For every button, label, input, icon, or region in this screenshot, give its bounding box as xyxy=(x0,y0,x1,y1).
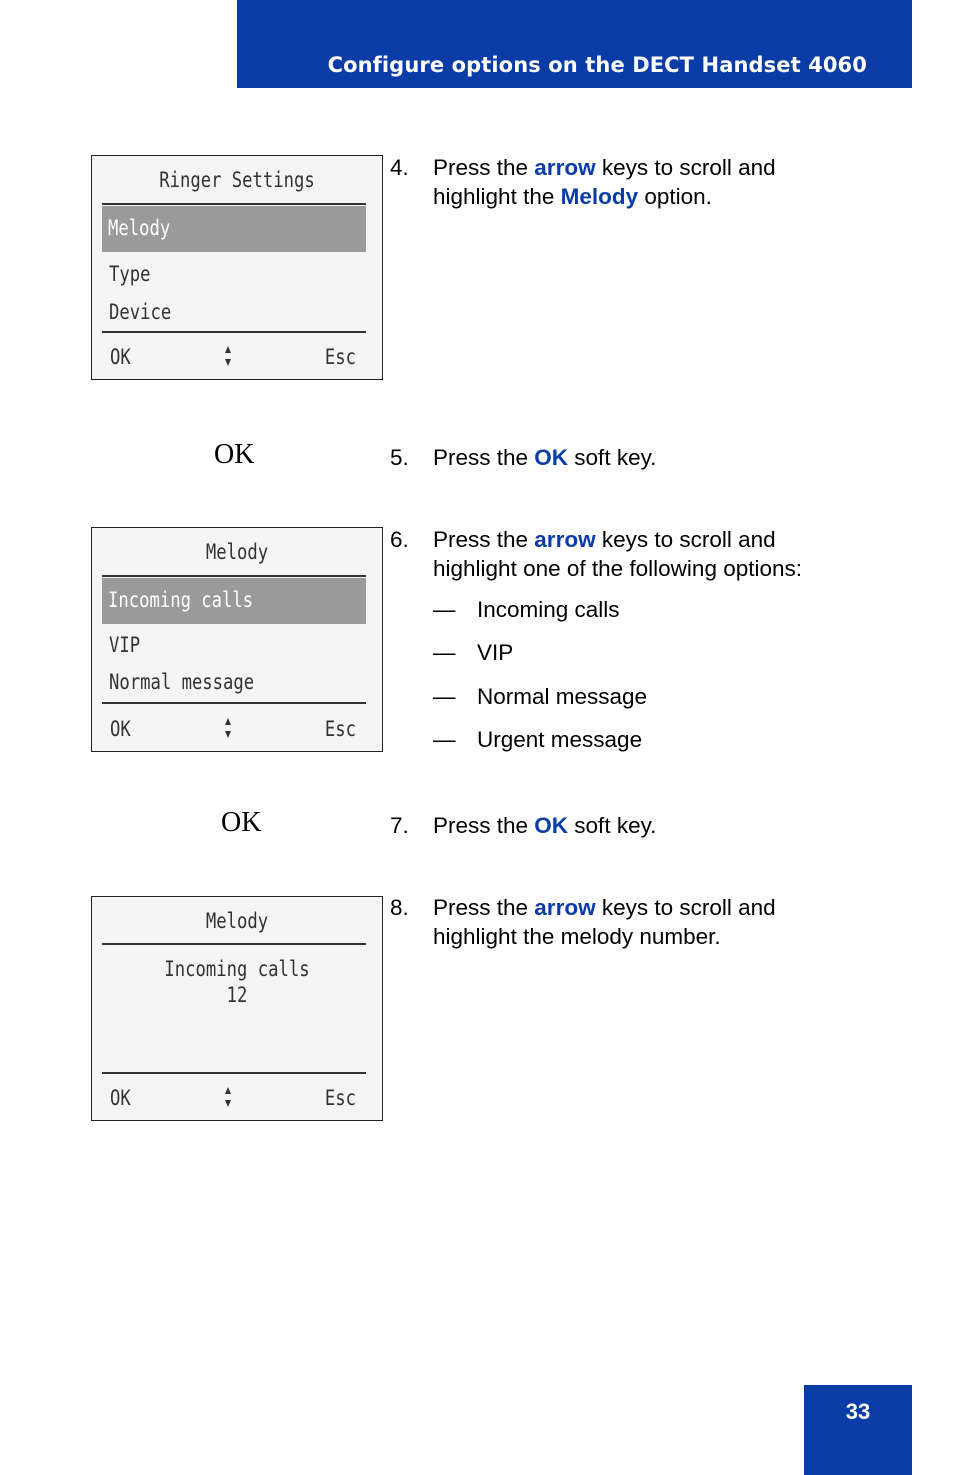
divider xyxy=(102,203,366,205)
step-text: Press the arrow keys to scroll and highlight the melody number. xyxy=(433,895,776,949)
step-text: Press the OK soft key. xyxy=(433,445,657,470)
screen-title: Ringer Settings xyxy=(159,168,315,192)
screen-title: Melody xyxy=(205,540,269,564)
handset-screen-melody xyxy=(91,527,383,752)
softkey-ok: OK xyxy=(110,717,131,741)
softkey-esc: Esc xyxy=(324,345,356,369)
divider xyxy=(102,331,366,333)
step-number: 6. xyxy=(390,527,409,552)
scroll-arrows-icon xyxy=(223,717,233,739)
divider xyxy=(102,943,366,945)
softkey-esc: Esc xyxy=(324,717,356,741)
handset-screen-melody-number xyxy=(91,896,383,1121)
ok-key-label: OK xyxy=(214,439,255,470)
highlighted-item-label: Melody xyxy=(108,216,171,240)
step-text: Press the OK soft key. xyxy=(433,813,657,838)
ok-key-label: OK xyxy=(221,807,262,838)
softkey-esc: Esc xyxy=(324,1086,356,1110)
header-bar xyxy=(237,0,912,88)
page-number-box xyxy=(804,1385,912,1475)
step-number: 8. xyxy=(390,895,409,920)
step-text: Press the arrow keys to scroll and highlight one of the following options: xyxy=(433,527,803,581)
step-number: 5. xyxy=(390,445,409,470)
softkey-ok: OK xyxy=(110,1086,131,1110)
menu-item: Normal message xyxy=(109,670,255,694)
scroll-arrows-icon xyxy=(223,1086,233,1108)
step-number: 7. xyxy=(390,813,409,838)
divider xyxy=(102,702,366,704)
screen-title: Melody xyxy=(205,909,269,933)
menu-item: Type xyxy=(109,262,151,286)
softkey-ok: OK xyxy=(110,345,131,369)
menu-item: Device xyxy=(109,300,172,324)
divider xyxy=(102,1072,366,1074)
handset-screen-ringer-settings xyxy=(91,155,383,380)
divider xyxy=(102,575,366,577)
melody-number: 12 xyxy=(226,983,248,1007)
highlighted-item-label: Incoming calls xyxy=(108,588,254,612)
highlighted-item xyxy=(102,578,366,624)
step-text: Press the arrow keys to scroll and highlight the Melody option. xyxy=(433,155,776,209)
menu-item: VIP xyxy=(109,633,141,657)
melody-category: Incoming calls xyxy=(164,957,310,981)
page-header-title: Configure options on the DECT Handset 4060 xyxy=(327,53,867,77)
page-number: 33 xyxy=(845,1399,871,1424)
step-number: 4. xyxy=(390,155,409,180)
scroll-arrows-icon xyxy=(223,345,233,367)
highlighted-item xyxy=(102,206,366,252)
